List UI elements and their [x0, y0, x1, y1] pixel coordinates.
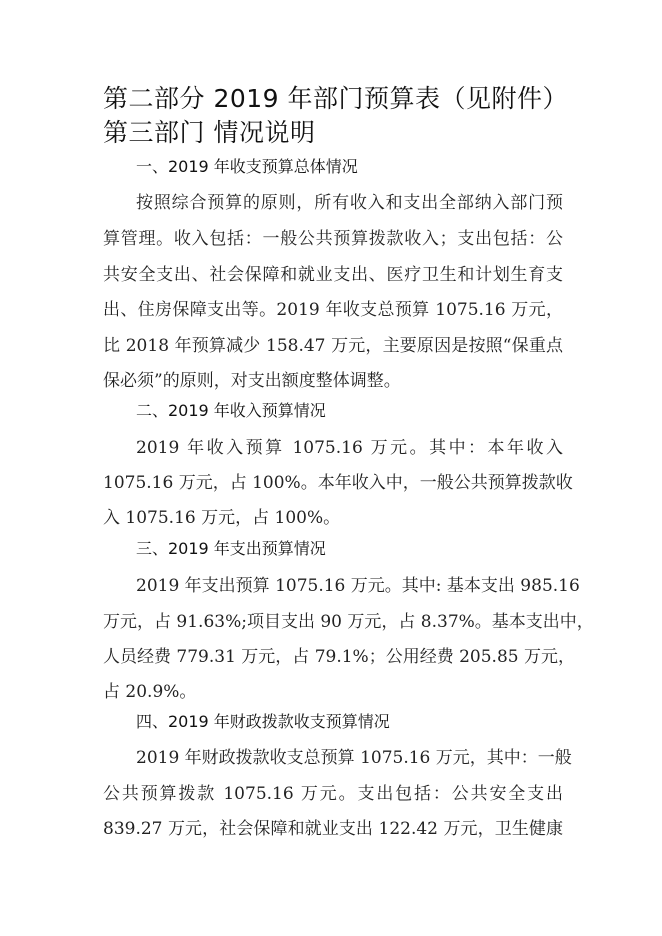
section-3-title: 三、2019 年支出预算情况 — [136, 539, 326, 558]
section-4-line: 839.27 万元，社会保障和就业支出 122.42 万元，卫生健康 — [103, 819, 563, 839]
section-1-line: 出、住房保障支出等。2019 年收支总预算 1075.16 万元， — [103, 300, 563, 320]
section-3-line: 2019 年支出预算 1075.16 万元。其中: 基本支出 985.16 — [136, 576, 580, 596]
section-2-line: 2019 年收入预算 1075.16 万元。其中：本年收入 — [136, 438, 563, 458]
section-4-line: 公共预算拨款 1075.16 万元。支出包括：公共安全支出 — [103, 784, 563, 804]
part-three-heading: 第三部门 情况说明 — [103, 118, 316, 147]
section-3-line: 人员经费 779.31 万元，占 79.1%；公用经费 205.85 万元， — [103, 647, 575, 667]
section-1-line: 按照综合预算的原则，所有收入和支出全部纳入部门预 — [136, 193, 563, 213]
section-1-line: 比 2018 年预算减少 158.47 万元，主要原因是按照“保重点 — [103, 336, 563, 356]
section-1-line: 共安全支出、社会保障和就业支出、医疗卫生和计划生育支 — [103, 265, 563, 285]
section-1-line: 保必须”的原则，对支出额度整体调整。 — [103, 371, 401, 391]
part-two-heading: 第二部分 2019 年部门预算表（见附件） — [103, 84, 569, 113]
section-1-line: 算管理。收入包括：一般公共预算拨款收入；支出包括：公 — [103, 229, 563, 249]
section-4-line: 2019 年财政拨款收支总预算 1075.16 万元，其中：一般 — [136, 748, 572, 768]
section-2-line: 入 1075.16 万元，占 100%。 — [103, 508, 341, 528]
section-3-line: 占 20.9%。 — [103, 682, 197, 702]
section-2-line: 1075.16 万元，占 100%。本年收入中，一般公共预算拨款收 — [103, 473, 573, 493]
section-4-title: 四、2019 年财政拨款收支预算情况 — [136, 712, 390, 731]
section-3-line: 万元，占 91.63%;项目支出 90 万元，占 8.37%。基本支出中， — [103, 612, 594, 632]
section-1-title: 一、2019 年收支预算总体情况 — [136, 157, 358, 176]
section-2-title: 二、2019 年收入预算情况 — [136, 401, 326, 420]
